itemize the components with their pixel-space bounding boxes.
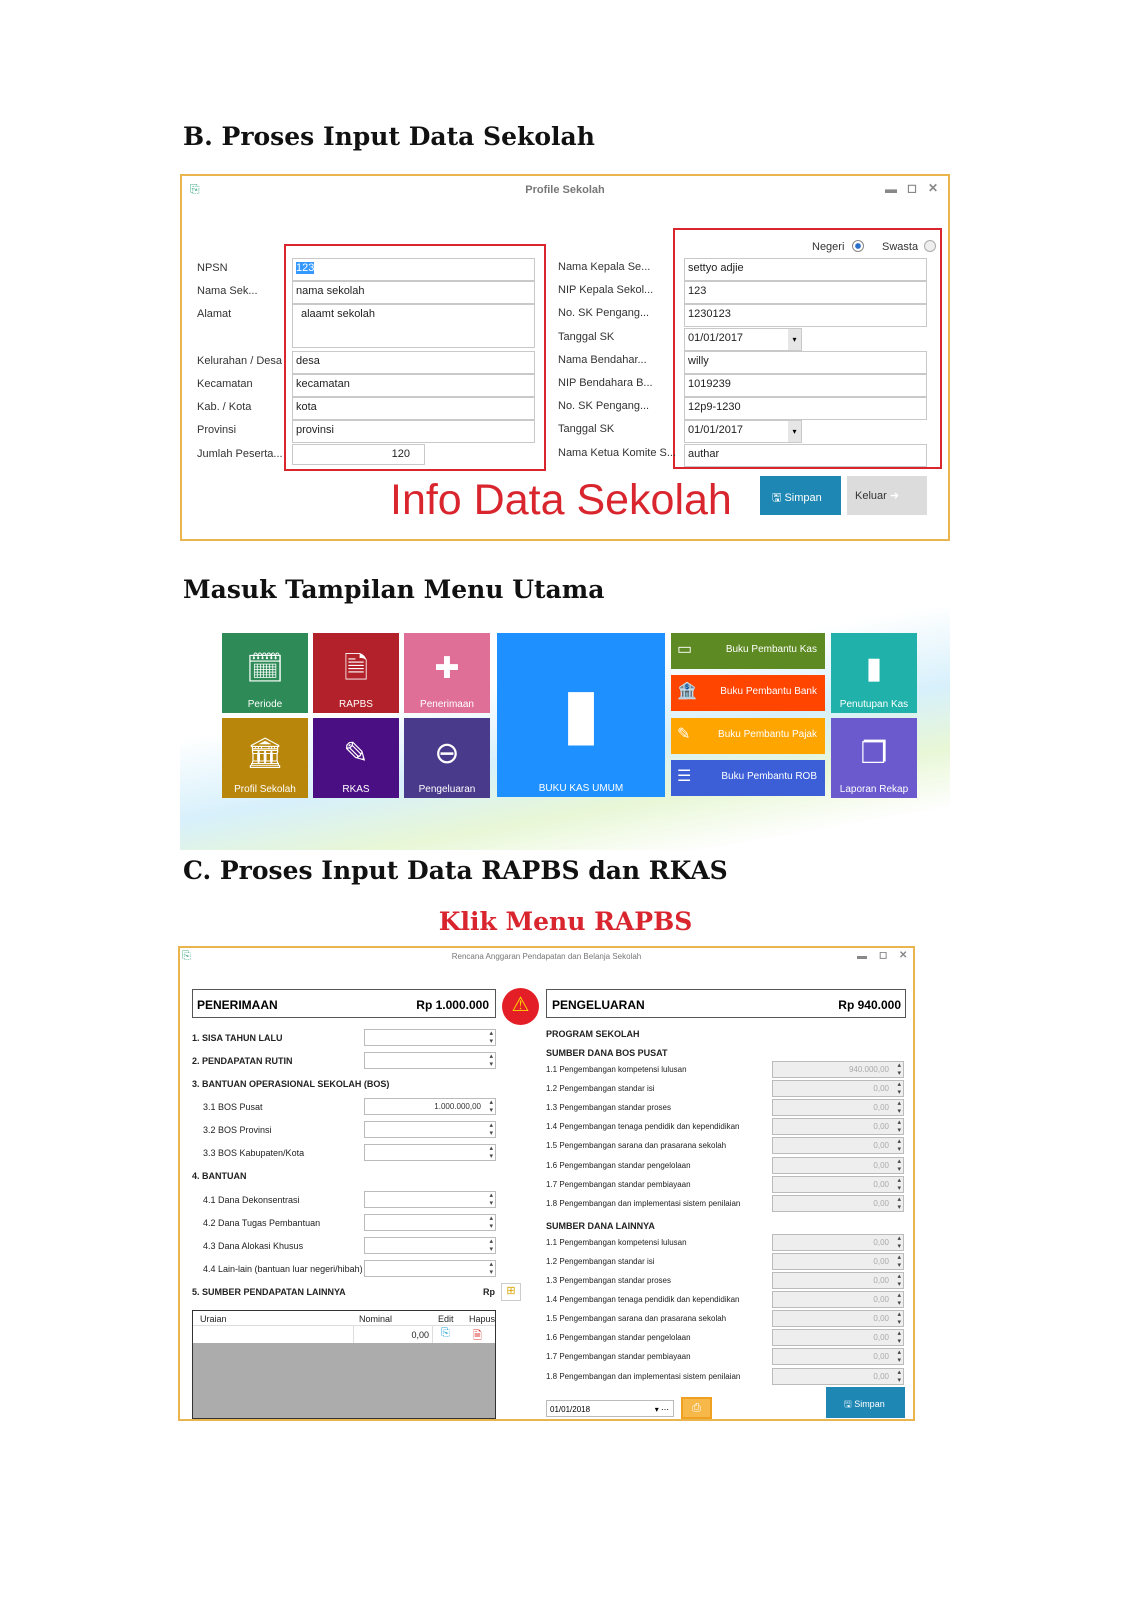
expense-input[interactable]: 0,00 ▴ ▾ (772, 1099, 904, 1116)
row-label: 4.3 Dana Alokasi Khusus (203, 1241, 304, 1251)
keluar-label: Keluar (855, 490, 887, 502)
menu-tile-buku-pembantu-kas[interactable] (671, 633, 825, 669)
field-label: Kecamatan (197, 378, 253, 390)
field-input[interactable] (292, 258, 535, 281)
row-label: 2. PENDAPATAN RUTIN (192, 1056, 293, 1066)
date-field[interactable]: 01/01/2017 (684, 328, 802, 351)
amount-input[interactable] (364, 1144, 496, 1161)
menu-tile-rapbs[interactable] (313, 633, 399, 713)
simpan-label: Simpan (854, 1399, 885, 1409)
group-title: SUMBER DANA LAINNYA (546, 1220, 655, 1231)
app-icon: ⎘ (182, 950, 191, 962)
tile-label: Buku Pembantu Kas (725, 644, 817, 655)
simpan-label: Simpan (784, 492, 822, 504)
field-input[interactable]: 123 (684, 281, 927, 304)
tax-icon: ✎ (677, 726, 691, 743)
tile-label: Laporan Rekap (839, 784, 909, 795)
expense-input[interactable]: 0,00 ▴ ▾ (772, 1118, 904, 1135)
tile-label: BUKU KAS UMUM (538, 783, 624, 794)
col-hapus: Hapus (469, 1314, 495, 1324)
document-pen-icon: 🗎 (343, 652, 369, 685)
field-label: Kelurahan / Desa (197, 355, 282, 367)
col-edit: Edit (438, 1314, 454, 1324)
program-sekolah-label: PROGRAM SEKOLAH (546, 1029, 640, 1039)
tile-label: Penerimaan (420, 699, 474, 710)
expense-input[interactable]: 0,00 ▴ ▾ (772, 1253, 904, 1270)
tile-label: RAPBS (339, 699, 373, 710)
lainnya-table (192, 1310, 496, 1419)
penerimaan-header (192, 989, 496, 1018)
expense-input[interactable]: 0,00 ▴ ▾ (772, 1291, 904, 1308)
field-label: No. SK Pengang... (558, 400, 650, 413)
radio-swasta[interactable] (924, 240, 936, 252)
expense-label: 1.8 Pengembangan dan implementasi sistem penilaian (546, 1198, 741, 1208)
pengeluaran-total: Rp 940.000 (838, 998, 901, 1012)
row-label: 3.1 BOS Pusat (203, 1102, 263, 1112)
heading-b: B. Proses Input Data Sekolah (183, 122, 595, 151)
window-title: Profile Sekolah (525, 184, 605, 196)
field-label: Kab. / Kota (197, 401, 252, 413)
list-icon: ☰ (677, 768, 692, 785)
tile-label: Profil Sekolah (234, 784, 296, 795)
tile-label: Pengeluaran (418, 784, 476, 795)
menu-tile-buku-pembantu-pajak[interactable] (671, 718, 825, 754)
tile-label: Periode (247, 699, 283, 710)
expense-input[interactable]: 0,00 ▴ ▾ (772, 1157, 904, 1174)
close-icon[interactable]: ✕ (928, 181, 939, 195)
group-title: SUMBER DANA BOS PUSAT (546, 1048, 668, 1058)
save-icon: 🖫 (844, 1399, 852, 1409)
col-nominal: Nominal (359, 1314, 393, 1324)
expense-input[interactable]: 0,00 ▴ ▾ (772, 1348, 904, 1365)
tile-label: Penutupan Kas (839, 699, 909, 710)
heading-c: C. Proses Input Data RAPBS dan RKAS (183, 856, 728, 885)
school-icon: 🏛 (245, 737, 285, 770)
maximize-icon[interactable]: ◻ (879, 950, 888, 961)
expense-input[interactable]: 0,00 ▴ ▾ (772, 1272, 904, 1289)
exit-icon: ➜ (889, 490, 900, 502)
menu-tile-buku-pembantu-rob[interactable] (671, 760, 825, 796)
cell-nominal: 0,00 (353, 1326, 433, 1343)
amount-input[interactable] (364, 1121, 496, 1138)
sumber-lainnya-label: 5. SUMBER PENDAPATAN LAINNYA (192, 1287, 346, 1297)
field-input[interactable]: willy (684, 351, 927, 374)
expense-label: 1.7 Pengembangan standar pembiayaan (546, 1352, 691, 1362)
field-label: Nama Kepala Se... (558, 261, 651, 273)
field-label: NIP Bendahara B... (558, 377, 653, 389)
row-label: 3.2 BOS Provinsi (203, 1125, 272, 1135)
rapbs-window (178, 946, 915, 1421)
expense-label: 1.3 Pengembangan standar proses (546, 1276, 671, 1285)
amount-input[interactable] (364, 1214, 496, 1231)
selected-text: 123 (296, 262, 315, 274)
table-header (193, 1311, 495, 1326)
edit-icon[interactable]: ⎘ (441, 1327, 450, 1339)
app-icon: ⎘ (190, 182, 200, 196)
field-input[interactable]: authar (684, 444, 927, 467)
simpan-button[interactable] (826, 1387, 905, 1418)
delete-icon[interactable]: 🗎 (473, 1330, 482, 1342)
expense-label: 1.5 Pengembangan sarana dan prasarana sekolah (546, 1314, 727, 1324)
closed-book-icon: ▮ (865, 652, 883, 685)
tile-label: RKAS (342, 784, 370, 795)
dropdown-icon: ▾ ⋯ (654, 1405, 669, 1414)
expense-label: 1.1 Pengembangan kompetensi lulusan (546, 1065, 687, 1074)
date-picker[interactable] (546, 1400, 674, 1417)
dropdown-icon[interactable]: ▾ (788, 421, 801, 442)
rp-label: Rp (483, 1287, 495, 1297)
expense-label: 1.2 Pengembangan standar isi (546, 1256, 655, 1266)
menu-tile-periode[interactable] (222, 633, 308, 713)
field-label: Provinsi (197, 424, 237, 436)
expense-input[interactable]: 0,00 ▴ ▾ (772, 1080, 904, 1097)
pengeluaran-header (546, 989, 906, 1018)
radio-negeri-label: Negeri (812, 241, 845, 253)
penerimaan-total: Rp 1.000.000 (416, 998, 489, 1012)
expense-input[interactable]: 940.000,00 ▴ ▾ (772, 1061, 904, 1078)
tile-label: Buku Pembantu ROB (721, 771, 817, 782)
field-label: Alamat (197, 308, 232, 320)
keluar-button[interactable] (847, 476, 927, 515)
amount-input[interactable] (364, 1029, 496, 1046)
field-input[interactable]: settyo adjie (684, 258, 927, 281)
date-value: 01/01/2018 (550, 1405, 591, 1414)
close-icon[interactable]: ✕ (899, 950, 908, 961)
print-button[interactable]: ⎙ (681, 1397, 712, 1419)
calendar-clock-icon: 🗓 (245, 652, 285, 685)
menu-tile-penerimaan[interactable] (404, 633, 490, 713)
row-label: 4.4 Lain-lain (bantuan luar negeri/hibah) (203, 1264, 363, 1274)
amount-input[interactable]: 1.000.000,00 ▴ ▾ (364, 1098, 496, 1115)
wallet-icon: ▭ (677, 641, 693, 658)
minimize-icon[interactable]: ▬ (857, 951, 867, 962)
edit-document-icon: ✎ (343, 737, 369, 770)
field-input[interactable]: kecamatan (292, 374, 535, 397)
row-label: 4. BANTUAN (192, 1171, 247, 1181)
field-label: Tanggal SK (558, 330, 615, 343)
field-input[interactable]: 120 (292, 444, 425, 465)
expense-label: 1.1 Pengembangan kompetensi lulusan (546, 1237, 687, 1247)
expense-label: 1.4 Pengembangan tenaga pendidik dan kependidikan (546, 1122, 740, 1132)
amount-input[interactable] (364, 1260, 496, 1277)
expense-input[interactable]: 0,00 ▴ ▾ (772, 1368, 904, 1385)
warning-icon[interactable]: ⚠ (502, 988, 539, 1025)
field-label: Nama Bendahar... (558, 353, 647, 366)
expense-label: 1.8 Pengembangan dan implementasi sistem penilaian (546, 1371, 741, 1381)
row-label: 3.3 BOS Kabupaten/Kota (203, 1148, 305, 1158)
expense-label: 1.7 Pengembangan standar pembiayaan (546, 1179, 691, 1189)
menu-tile-rkas[interactable] (313, 718, 399, 798)
menu-banner (180, 575, 950, 850)
dropdown-icon[interactable]: ▾ (788, 329, 801, 350)
row-label: 4.2 Dana Tugas Pembantuan (203, 1218, 321, 1228)
expense-input[interactable]: 0,00 ▴ ▾ (772, 1176, 904, 1193)
menu-tile-pengeluaran[interactable] (404, 718, 490, 798)
field-input[interactable]: 1019239 (684, 374, 927, 397)
date-field[interactable]: 01/01/2017 (684, 420, 802, 443)
field-input[interactable]: nama sekolah (292, 281, 535, 304)
field-input[interactable]: alaamt sekolah (292, 304, 535, 348)
expense-input[interactable]: 0,00 ▴ ▾ (772, 1329, 904, 1346)
expense-label: 1.4 Pengembangan tenaga pendidik dan kependidikan (546, 1295, 740, 1305)
tile-label: Buku Pembantu Pajak (718, 729, 817, 740)
copy-icon: ❐ (860, 737, 888, 770)
expense-input[interactable]: 0,00 ▴ ▾ (772, 1195, 904, 1212)
menu-tile-penutupan-kas[interactable] (831, 633, 917, 713)
field-label: Tanggal SK (558, 423, 615, 436)
minimize-icon[interactable]: ▬ (885, 182, 897, 196)
annotation-info-data-sekolah: Info Data Sekolah (390, 476, 732, 524)
simpan-button[interactable] (760, 476, 841, 515)
menu-tile-profil-sekolah[interactable] (222, 718, 308, 798)
field-label: Nama Sek... (197, 285, 258, 297)
field-input[interactable]: 12p9-1230 (684, 397, 927, 420)
field-input[interactable]: desa (292, 351, 535, 374)
row-label: 3. BANTUAN OPERASIONAL SEKOLAH (BOS) (192, 1079, 390, 1089)
amount-input[interactable] (364, 1237, 496, 1254)
bank-icon: 🏦 (677, 683, 697, 700)
save-icon: 🖫 (772, 492, 782, 504)
expense-label: 1.6 Pengembangan standar pengelolaan (546, 1333, 691, 1343)
book-icon: ▮ (561, 674, 601, 752)
expense-input[interactable]: 0,00 ▴ ▾ (772, 1310, 904, 1327)
field-input[interactable]: 1230123 (684, 304, 927, 327)
heading-klik-rapbs: Klik Menu RAPBS (438, 907, 693, 936)
field-label: NIP Kepala Sekol... (558, 284, 654, 297)
expense-input[interactable]: 0,00 ▴ ▾ (772, 1137, 904, 1154)
profile-window (180, 174, 950, 541)
radio-swasta-label: Swasta (882, 241, 919, 253)
col-uraian: Uraian (200, 1314, 227, 1324)
field-input[interactable]: kota (292, 397, 535, 420)
book-plus-icon: ✚ (434, 652, 460, 685)
field-label: Nama Ketua Komite S... (558, 446, 676, 459)
menu-tile-buku-kas-umum[interactable] (497, 633, 665, 797)
field-input[interactable]: provinsi (292, 420, 535, 443)
expense-label: 1.3 Pengembangan standar proses (546, 1103, 671, 1113)
tile-label: Buku Pembantu Bank (720, 686, 817, 697)
field-label: No. SK Pengang... (558, 307, 650, 320)
book-minus-icon: ⊖ (434, 737, 460, 770)
penerimaan-label: PENERIMAAN (197, 998, 278, 1012)
expense-label: 1.2 Pengembangan standar isi (546, 1084, 655, 1094)
table-row[interactable] (193, 1326, 495, 1343)
heading-menu: Masuk Tampilan Menu Utama (183, 575, 605, 604)
menu-tile-laporan-rekap[interactable] (831, 718, 917, 798)
field-label: NPSN (197, 262, 228, 274)
radio-negeri[interactable] (852, 240, 864, 252)
amount-input[interactable] (364, 1191, 496, 1208)
pengeluaran-label: PENGELUARAN (552, 998, 645, 1012)
menu-tile-buku-pembantu-bank[interactable] (671, 675, 825, 711)
row-label: 4.1 Dana Dekonsentrasi (203, 1195, 300, 1205)
add-item-button[interactable]: ⊞ (501, 1283, 521, 1301)
expense-input[interactable]: 0,00 ▴ ▾ (772, 1234, 904, 1251)
field-label: Jumlah Peserta... (197, 448, 283, 460)
row-label: 1. SISA TAHUN LALU (192, 1033, 283, 1043)
expense-label: 1.5 Pengembangan sarana dan prasarana sekolah (546, 1141, 727, 1151)
maximize-icon[interactable]: ◻ (907, 181, 917, 195)
window-title: Rencana Anggaran Pendapatan dan Belanja Sekolah (451, 952, 642, 961)
expense-label: 1.6 Pengembangan standar pengelolaan (546, 1160, 691, 1170)
amount-input[interactable] (364, 1052, 496, 1069)
